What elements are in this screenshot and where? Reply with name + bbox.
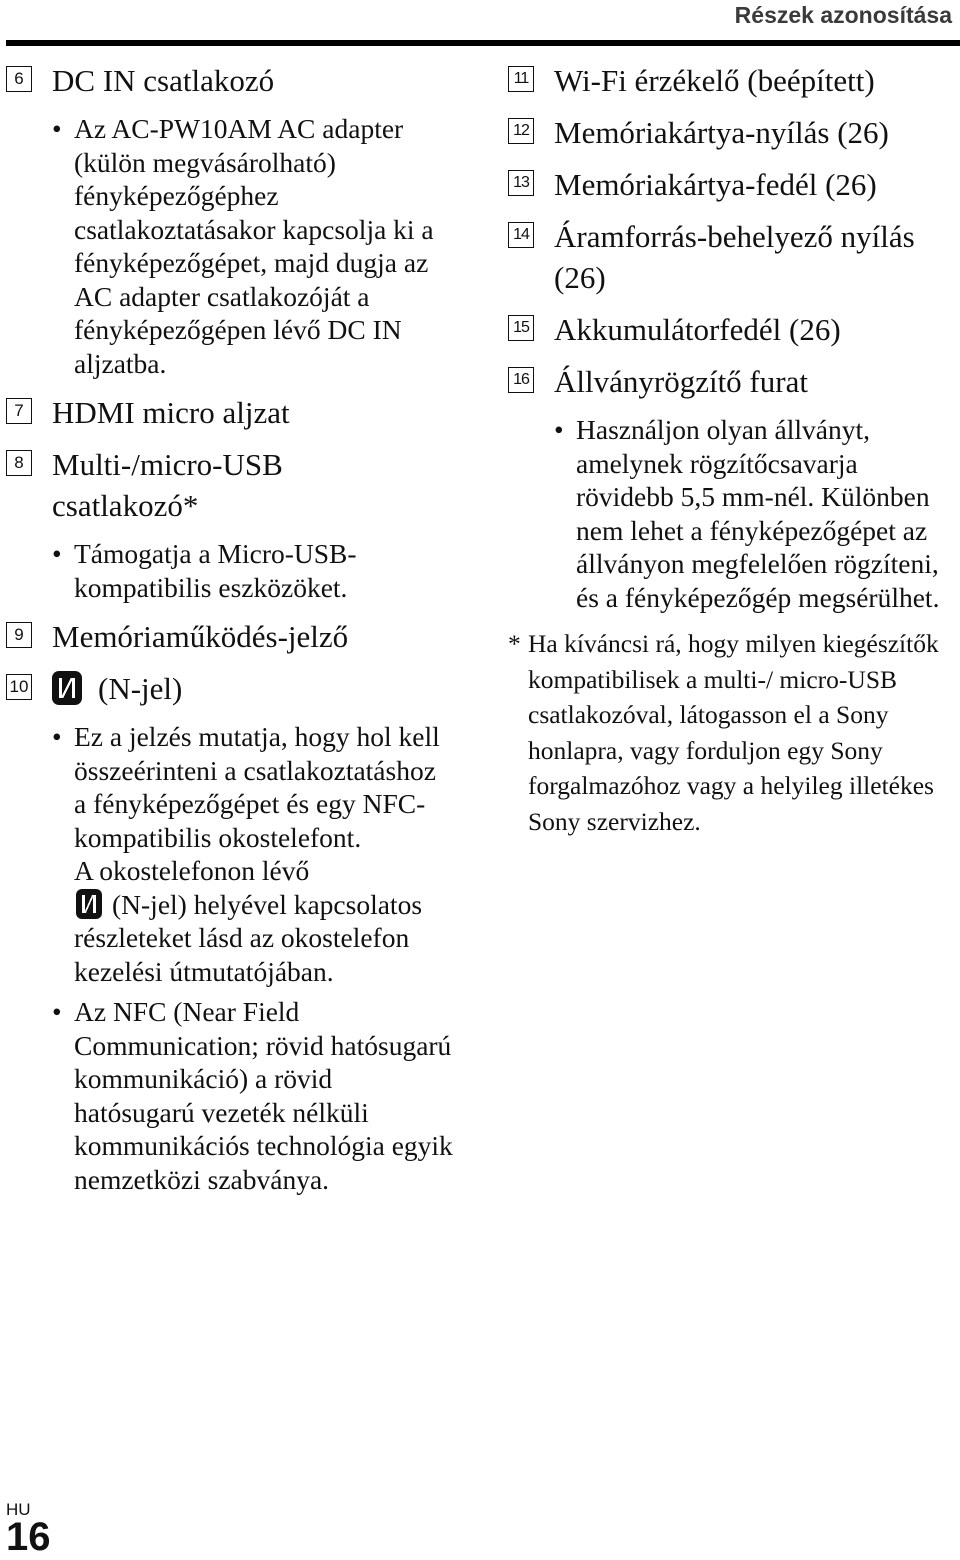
n-mark-icon bbox=[52, 671, 82, 705]
bullet-text: Ez a jelzés mutatja, hogy hol kell összeérinteni a csatlakoztatáshoz a fényképezőgépet és egy NFC-kompatibilis okostelefont. bbox=[74, 721, 440, 853]
bullet: • Az AC-PW10AM AC adapter (külön megvásárolható) fényképezőgéphez csatlakoztatásakor kapcsolja ki a fényképezőgépet, majd dugja az AC adapter csatlakozóját a fényképezőgépen lévő DC IN aljzatba. bbox=[52, 112, 434, 380]
right-column bbox=[508, 60, 960, 839]
bullet-extra bbox=[74, 854, 444, 988]
item-title: HDMI micro aljzat bbox=[52, 395, 290, 430]
bullet bbox=[52, 720, 444, 988]
item-number: 14 bbox=[508, 222, 534, 248]
item-title: Multi-/micro-USB csatlakozó* bbox=[52, 447, 283, 523]
item-number: 8 bbox=[6, 450, 32, 476]
language-code: HU bbox=[6, 1500, 31, 1519]
item-title: (N-jel) bbox=[98, 671, 183, 706]
item-number: 7 bbox=[6, 398, 32, 424]
item-13 bbox=[508, 164, 960, 205]
footnote-mark: * bbox=[508, 629, 521, 658]
bullet: • Támogatja a Micro-USB-kompatibilis eszközöket. bbox=[52, 537, 414, 604]
header-rule bbox=[6, 40, 960, 46]
left-column bbox=[6, 60, 466, 1208]
item-title: DC IN csatlakozó bbox=[52, 63, 275, 98]
item-9 bbox=[6, 616, 466, 657]
item-title: Állványrögzítő furat bbox=[554, 364, 808, 399]
item-10 bbox=[6, 668, 466, 709]
item-number: 10 bbox=[6, 674, 32, 700]
item-16 bbox=[508, 361, 960, 402]
item-7 bbox=[6, 392, 466, 433]
bullet: • Használjon olyan állványt, amelynek rögzítőcsavarja rövidebb 5,5 mm-nél. Különben nem lehet a fényképezőgépet az állványon megfelelően rögzíteni, és a fényképezőgép megsérülhet. bbox=[554, 413, 951, 614]
item-10-bullets bbox=[52, 720, 466, 1196]
item-title: Memóriakártya-nyílás (26) bbox=[554, 115, 889, 150]
item-title: Memóriakártya-fedél (26) bbox=[554, 167, 877, 202]
n-mark-icon bbox=[76, 889, 102, 919]
item-number: 6 bbox=[6, 66, 32, 92]
item-number: 9 bbox=[6, 622, 32, 648]
item-6-bullets bbox=[52, 112, 466, 380]
item-number: 15 bbox=[508, 315, 534, 341]
item-title: Áramforrás-behelyező nyílás (26) bbox=[554, 219, 915, 295]
footnote bbox=[508, 626, 960, 839]
item-title: Wi-Fi érzékelő (beépített) bbox=[554, 63, 875, 98]
page-number: 16 bbox=[6, 1515, 51, 1559]
item-title: Memóriaműködés-jelző bbox=[52, 619, 349, 654]
item-11 bbox=[508, 60, 960, 101]
bullet-extra-post: (N-jel) helyével kapcsolatos részleteket lásd az okostelefon kezelési útmutatójában. bbox=[74, 888, 423, 987]
item-6 bbox=[6, 60, 466, 101]
item-8-bullets bbox=[52, 537, 466, 604]
item-number: 16 bbox=[508, 367, 534, 393]
item-15 bbox=[508, 309, 960, 350]
item-8 bbox=[6, 444, 312, 526]
item-16-bullets bbox=[554, 413, 960, 614]
footnote-text: Ha kíváncsi rá, hogy milyen kiegészítők kompatibilisek a multi-/ micro-USB csatlakozóval, látogasson el a Sony honlapra, vagy forduljon egy Sony forgalmazóhoz vagy a helyileg illetékes Sony szervizhez. bbox=[528, 629, 939, 836]
item-number: 13 bbox=[508, 170, 534, 196]
item-number: 11 bbox=[508, 66, 534, 92]
bullet: • Az NFC (Near Field Communication; rövid hatósugarú kommunikáció) a rövid hatósugarú vezeték nélküli kommunikációs technológia egyik nemzetközi szabványa. bbox=[52, 995, 459, 1196]
item-title: Akkumulátorfedél (26) bbox=[554, 312, 841, 347]
item-12 bbox=[508, 112, 960, 153]
page-section-title: Részek azonosítása bbox=[734, 2, 952, 28]
item-14 bbox=[508, 216, 960, 298]
item-number: 12 bbox=[508, 118, 534, 144]
bullet-extra-pre: A okostelefonon lévő bbox=[74, 855, 310, 886]
